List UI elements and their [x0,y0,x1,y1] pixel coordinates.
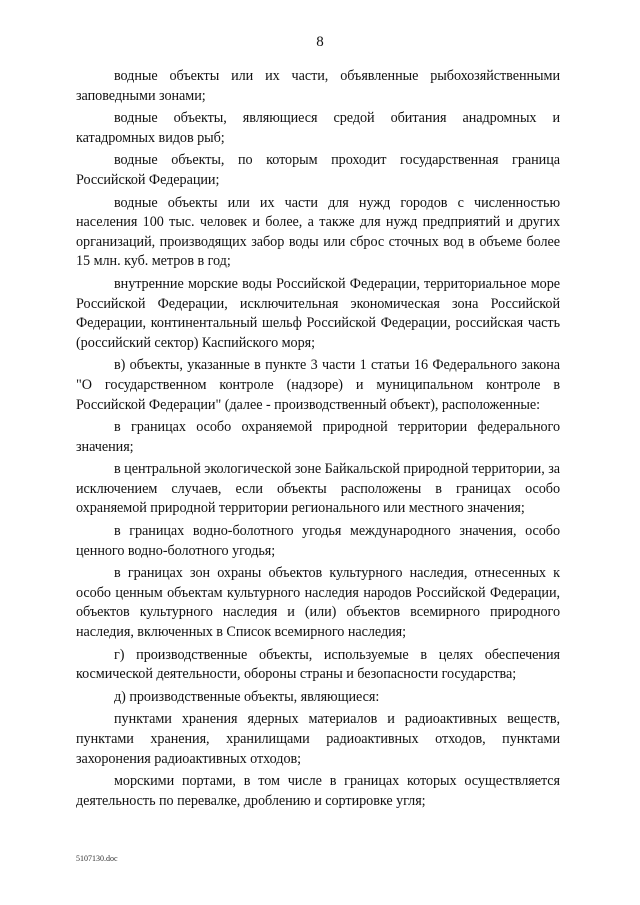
paragraph-oopt-federalnogo: в границах особо охраняемой природной территории федерального значения; [76,419,560,455]
paragraph-morskie-vody: внутренние морские воды Российской Федерации, территориальное море Российской Федерации, исключительная экономическая зона Российской Федерации, континентальный шельф Российской Федерации, российская часть (российский сектор) Каспийского моря; [76,275,560,351]
paragraph-kulturnoe-nasledie: в границах зон охраны объектов культурного наследия, отнесенных к особо ценным объектам культурного наследия народов Российской Федерации, объектов культурного наследия и (или) объектов всемирного природного наследия, включенных в Список всемирного наследия; [76,565,560,641]
paragraph-gosudarstvennaya-granitsa: водные объекты, по которым проходит государственная граница Российской Федерации; [76,152,560,188]
page-number: 8 [316,34,324,50]
paragraph-yadernye-materialy: пунктами хранения ядерных материалов и радиоактивных веществ, пунктами хранения, хранилищами радиоактивных отходов, пунктами захоронения радиоактивных отходов; [76,711,560,767]
paragraph-nuzhdy-gorodov: водные объекты или их части для нужд городов с численностью населения 100 тыс. человек и более, а также для нужд предприятий и других организаций, производящих забор воды или сброс сточных вод в объеме более 15 млн. куб. метров в год; [76,194,560,270]
paragraph-item-v: в) объекты, указанные в пункте 3 части 1 статьи 16 Федерального закона "О государственном контроле (надзоре) и муниципальном контроле в Российской Федерации" (далее - производственный объект), расположенные: [76,357,560,413]
paragraph-baikalskaya-zona: в центральной экологической зоне Байкальской природной территории, за исключением случаев, если объекты расположены в границах особо охраняемой природной территории регионального или местного значения; [76,461,560,517]
paragraph-anadromnye-ryby: водные объекты, являющиеся средой обитания анадромных и катадромных видов рыб; [76,110,560,146]
paragraph-rybokhozyaistvennye-zony: водные объекты или их части, объявленные рыбохозяйственными заповедными зонами; [76,68,560,104]
paragraph-vodno-bolotnoe-ugodie: в границах водно-болотного угодья международного значения, особо ценного водно-болотного угодья; [76,523,560,559]
paragraph-item-g: г) производственные объекты, используемые в целях обеспечения космической деятельности, обороны страны и безопасности государства; [76,646,560,683]
paragraph-morskie-porty: морскими портами, в том числе в границах которых осуществляется деятельность по перевалке, дроблению и сортировке угля; [76,773,560,809]
paragraph-item-d: д) производственные объекты, являющиеся: [114,688,380,705]
document-body [76,67,560,814]
document-file-code: 5107130.doc [76,854,118,863]
